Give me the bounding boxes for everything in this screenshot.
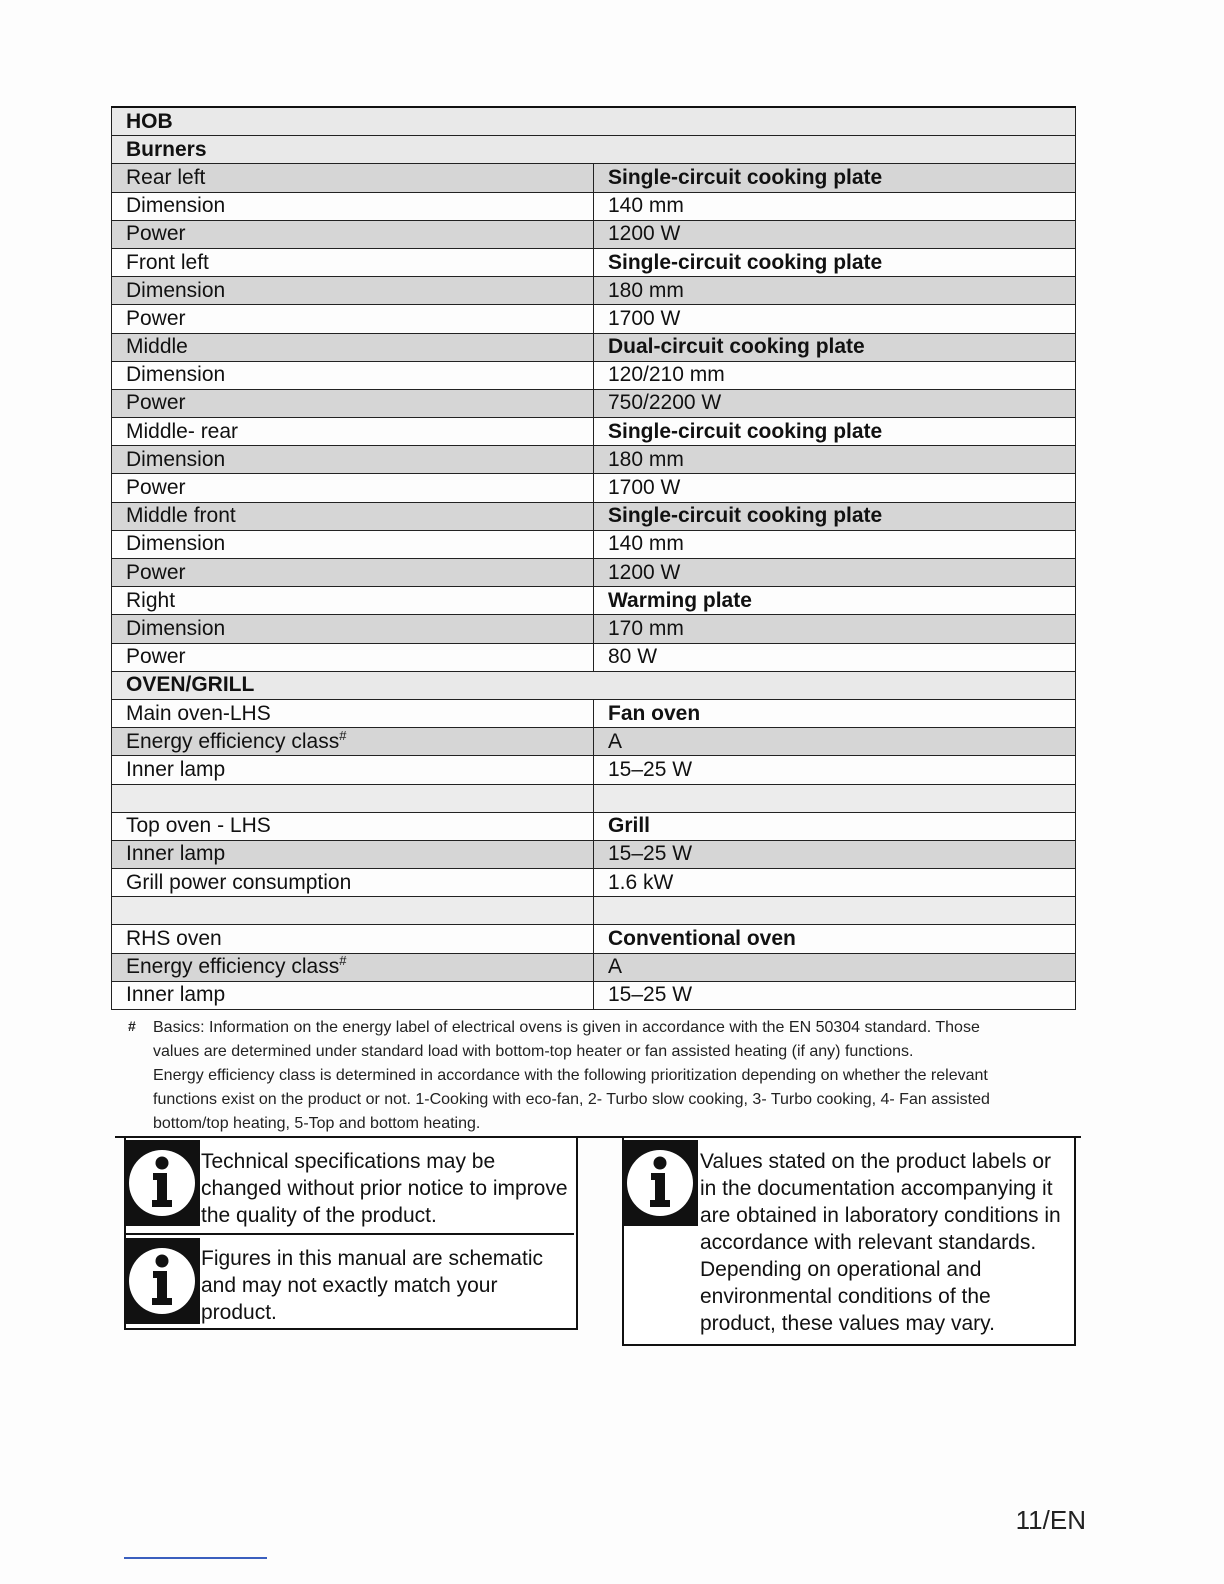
- table-row: [112, 953, 1076, 981]
- spec-label-text: Dimension: [126, 447, 226, 471]
- table-row: [112, 389, 1076, 417]
- table-row: [112, 220, 1076, 248]
- spec-label-text: Main oven-LHS: [126, 701, 271, 725]
- spec-label: [112, 728, 594, 756]
- spec-label-text: Inner lamp: [126, 983, 226, 1007]
- spec-label: [112, 220, 594, 248]
- spec-value: A: [594, 728, 1076, 756]
- spec-value: Fan oven: [594, 699, 1076, 727]
- spec-value: 15–25 W: [594, 840, 1076, 868]
- spec-value: Conventional oven: [594, 925, 1076, 953]
- spec-label: [112, 840, 594, 868]
- spec-value: 1.6 kW: [594, 869, 1076, 897]
- footnote-ref: #: [339, 727, 347, 743]
- table-row: [112, 361, 1076, 389]
- spec-value: 180 mm: [594, 277, 1076, 305]
- section-title: HOB: [112, 107, 1076, 136]
- spec-value: 1700 W: [594, 474, 1076, 502]
- spec-label: [112, 981, 594, 1009]
- spec-label-text: Middle- rear: [126, 419, 239, 443]
- page-number: 11/EN: [1015, 1505, 1086, 1535]
- table-row: [112, 643, 1076, 671]
- spec-label-text: Middle front: [126, 504, 236, 528]
- spec-label-text: RHS oven: [126, 927, 222, 951]
- spec-value: 1200 W: [594, 559, 1076, 587]
- spec-value: 15–25 W: [594, 981, 1076, 1009]
- spec-label: [112, 277, 594, 305]
- spec-label: [112, 756, 594, 784]
- spec-label-text: Power: [126, 645, 186, 669]
- spec-value: Single-circuit cooking plate: [594, 164, 1076, 192]
- table-row: [112, 925, 1076, 953]
- spec-label: [112, 784, 594, 812]
- table-row: [112, 277, 1076, 305]
- spec-label: [112, 869, 594, 897]
- section-title: OVEN/GRILL: [112, 671, 1076, 699]
- spec-label: [112, 502, 594, 530]
- spec-label-text: Energy efficiency class: [126, 729, 340, 753]
- table-row: [112, 248, 1076, 276]
- spec-label: [112, 699, 594, 727]
- spec-value: Dual-circuit cooking plate: [594, 333, 1076, 361]
- note-text: Values stated on the product labels or in the documentation accompanying it are obtained in laboratory conditions in accordance with relevant standards. Depending on operational and environmental conditions of the product, these values may vary.: [700, 1150, 1061, 1335]
- spec-label-text: Inner lamp: [126, 842, 226, 866]
- info-icon: [124, 1140, 200, 1226]
- spec-label-text: Top oven - LHS: [126, 814, 271, 838]
- spec-value: A: [594, 953, 1076, 981]
- table-row: [112, 812, 1076, 840]
- footnote-line: values are determined under standard load with bottom-top heater or fan assisted heating (if any) functions.: [153, 1043, 914, 1060]
- spec-label-text: Right: [126, 588, 176, 612]
- spec-value: 1700 W: [594, 305, 1076, 333]
- table-row: [112, 333, 1076, 361]
- spec-label-text: Grill power consumption: [126, 870, 352, 894]
- footnote-line: bottom/top heating, 5-Top and bottom heating.: [153, 1115, 481, 1132]
- table-row: [112, 559, 1076, 587]
- spec-label: [112, 446, 594, 474]
- spec-value: 120/210 mm: [594, 361, 1076, 389]
- spec-label: [112, 164, 594, 192]
- info-icon: [124, 1238, 200, 1324]
- info-icon: [622, 1140, 698, 1226]
- footer-link-line: [124, 1557, 267, 1559]
- spec-label-text: Dimension: [126, 278, 226, 302]
- section-header-row: [112, 136, 1076, 164]
- spec-label: [112, 389, 594, 417]
- spec-value: 15–25 W: [594, 756, 1076, 784]
- spec-label-text: Dimension: [126, 532, 226, 556]
- spec-label-text: Energy efficiency class: [126, 955, 340, 979]
- spec-label-text: Power: [126, 560, 186, 584]
- table-row: [112, 164, 1076, 192]
- spec-value: Single-circuit cooking plate: [594, 418, 1076, 446]
- spec-value: 80 W: [594, 643, 1076, 671]
- spec-value: Single-circuit cooking plate: [594, 248, 1076, 276]
- spec-label-text: Power: [126, 222, 186, 246]
- table-row: [112, 869, 1076, 897]
- spec-label: [112, 305, 594, 333]
- spec-label: [112, 418, 594, 446]
- spec-label: [112, 361, 594, 389]
- table-row: [112, 446, 1076, 474]
- spec-value: 750/2200 W: [594, 389, 1076, 417]
- spec-value: Grill: [594, 812, 1076, 840]
- footnote-line: Energy efficiency class is determined in accordance with the following prioritization depending on whether the relevant: [153, 1067, 988, 1084]
- table-row: [112, 474, 1076, 502]
- spec-label: [112, 897, 594, 925]
- table-row: [112, 840, 1076, 868]
- table-row: [112, 418, 1076, 446]
- spec-label: [112, 587, 594, 615]
- spec-label-text: Power: [126, 391, 186, 415]
- note-text: Technical specifications may be changed without prior notice to improve the quality of the product.: [201, 1150, 568, 1227]
- spec-label: [112, 925, 594, 953]
- section-title: Burners: [112, 136, 1076, 164]
- spec-label-text: Front left: [126, 250, 209, 274]
- table-row: [112, 784, 1076, 812]
- table-row: [112, 728, 1076, 756]
- table-row: [112, 615, 1076, 643]
- spec-value: Warming plate: [594, 587, 1076, 615]
- table-row: [112, 897, 1076, 925]
- spec-value: [594, 784, 1076, 812]
- spec-label-text: Middle: [126, 335, 188, 359]
- section-header-row: [112, 671, 1076, 699]
- table-row: [112, 305, 1076, 333]
- footnote-line: Basics: Information on the energy label of electrical ovens is given in accordance with the EN 50304 standard. Those: [153, 1019, 980, 1036]
- table-row: [112, 981, 1076, 1009]
- footnote-ref: #: [339, 953, 347, 969]
- spec-label-text: Dimension: [126, 616, 226, 640]
- footnote: [128, 1016, 1058, 1136]
- spec-label: [112, 953, 594, 981]
- spec-label-text: Power: [126, 306, 186, 330]
- note-box-left-divider: [124, 1233, 574, 1235]
- spec-label-text: Dimension: [126, 194, 226, 218]
- spec-label: [112, 530, 594, 558]
- spec-label: [112, 643, 594, 671]
- spec-value: 140 mm: [594, 530, 1076, 558]
- spec-label-text: Rear left: [126, 165, 206, 189]
- spec-value: 1200 W: [594, 220, 1076, 248]
- spec-table: [111, 106, 1076, 1010]
- spec-value: [594, 897, 1076, 925]
- spec-label-text: Inner lamp: [126, 757, 226, 781]
- spec-value: 180 mm: [594, 446, 1076, 474]
- spec-label: [112, 812, 594, 840]
- spec-label: [112, 192, 594, 220]
- section-header-row: [112, 107, 1076, 136]
- table-row: [112, 192, 1076, 220]
- spec-label-text: Power: [126, 476, 186, 500]
- spec-value: Single-circuit cooking plate: [594, 502, 1076, 530]
- table-row: [112, 530, 1076, 558]
- table-row: [112, 502, 1076, 530]
- footnote-line: functions exist on the product or not. 1-Cooking with eco-fan, 2- Turbo slow cooking, 3- Turbo cooking, 4- Fan assisted: [153, 1091, 990, 1108]
- spec-label: [112, 248, 594, 276]
- spec-label: [112, 615, 594, 643]
- spec-label: [112, 559, 594, 587]
- footnote-mark: #: [128, 1018, 136, 1034]
- spec-label-text: Dimension: [126, 363, 226, 387]
- spec-label: [112, 474, 594, 502]
- table-row: [112, 756, 1076, 784]
- table-row: [112, 587, 1076, 615]
- note-text: Figures in this manual are schematic and may not exactly match your product.: [201, 1247, 543, 1324]
- spec-value: 170 mm: [594, 615, 1076, 643]
- table-row: [112, 699, 1076, 727]
- spec-value: 140 mm: [594, 192, 1076, 220]
- spec-label: [112, 333, 594, 361]
